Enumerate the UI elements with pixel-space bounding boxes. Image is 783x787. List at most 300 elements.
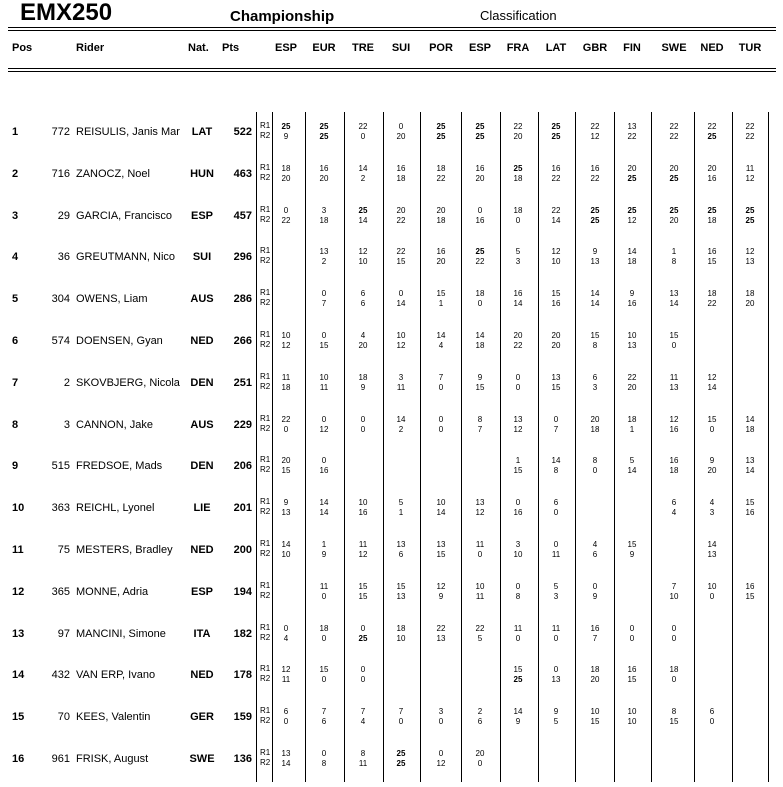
race-score: 12 bbox=[513, 424, 523, 434]
race-score: 12 bbox=[627, 215, 637, 225]
race-score: 11 bbox=[745, 163, 755, 173]
race1-label: R1 bbox=[260, 413, 271, 423]
column-divider bbox=[768, 112, 769, 782]
race-score: 15 bbox=[551, 289, 561, 299]
rider-number: 363 bbox=[51, 502, 70, 515]
race1-label: R1 bbox=[260, 539, 271, 548]
race-score: 20 bbox=[319, 173, 329, 183]
column-divider bbox=[694, 112, 695, 782]
race-score: 9 bbox=[592, 247, 598, 257]
rider-number: 2 bbox=[63, 376, 70, 389]
race-score: 13 bbox=[669, 382, 679, 392]
race-score: 5 bbox=[477, 633, 483, 643]
race-score: 0 bbox=[477, 299, 483, 309]
race-score: 18 bbox=[436, 215, 446, 225]
race-score: 7 bbox=[321, 299, 327, 309]
race-score: 15 bbox=[436, 289, 446, 299]
race-score: 0 bbox=[553, 665, 559, 675]
race-score: 14 bbox=[590, 289, 600, 299]
race-score: 20 bbox=[669, 215, 679, 225]
race-score: 25 bbox=[513, 675, 523, 685]
position: 5 bbox=[12, 293, 19, 306]
table-row bbox=[0, 655, 783, 697]
race-score: 14 bbox=[590, 299, 600, 309]
race-score: 25 bbox=[627, 205, 637, 215]
race-score: 0 bbox=[438, 749, 444, 758]
race-score: 20 bbox=[590, 414, 600, 424]
race-score: 14 bbox=[551, 215, 561, 225]
race-score: 2 bbox=[360, 173, 366, 183]
race-score: 25 bbox=[436, 122, 446, 131]
race-score: 3 bbox=[515, 540, 521, 549]
race-score: 16 bbox=[745, 508, 755, 518]
race-score: 15 bbox=[627, 540, 637, 549]
points-total: 522 bbox=[233, 126, 252, 138]
race2-label: R2 bbox=[260, 632, 271, 642]
race-score: 16 bbox=[669, 456, 679, 466]
race2-label: R2 bbox=[260, 298, 271, 308]
race-score: 11 bbox=[358, 759, 368, 768]
race-score: 14 bbox=[319, 508, 329, 518]
race-score: 0 bbox=[515, 633, 521, 643]
race-score: 8 bbox=[477, 414, 483, 424]
race-score: 16 bbox=[436, 247, 446, 257]
col-pts: Pts bbox=[222, 42, 240, 54]
race-score: 10 bbox=[475, 581, 485, 591]
race-score: 22 bbox=[281, 414, 291, 424]
race2-label: R2 bbox=[260, 256, 271, 266]
race-score: 20 bbox=[745, 299, 755, 309]
race2-label: R2 bbox=[260, 214, 271, 224]
race-score: 2 bbox=[321, 257, 327, 267]
race-score: 0 bbox=[283, 623, 289, 633]
race-score: 13 bbox=[707, 550, 717, 559]
race-score: 16 bbox=[319, 163, 329, 173]
race-score: 14 bbox=[436, 508, 446, 518]
race-score: 16 bbox=[319, 466, 329, 476]
race-score: 12 bbox=[745, 247, 755, 257]
table-row bbox=[0, 363, 783, 405]
race-score: 4 bbox=[592, 540, 598, 549]
race-score: 0 bbox=[629, 623, 635, 633]
race1-label: R1 bbox=[260, 706, 271, 716]
nationality: ESP bbox=[190, 585, 213, 598]
race-score: 6 bbox=[283, 707, 289, 717]
race-score: 16 bbox=[627, 665, 637, 675]
rider-name: FREDSOE, Mads bbox=[76, 460, 163, 473]
race-score: 13 bbox=[436, 540, 446, 549]
race-score: 16 bbox=[590, 623, 600, 633]
col-event-esp: ESP bbox=[468, 42, 491, 54]
race2-label: R2 bbox=[260, 340, 271, 349]
race-score: 13 bbox=[551, 675, 561, 685]
nationality: AUS bbox=[190, 418, 214, 431]
points-total: 457 bbox=[233, 209, 252, 222]
race-score: 15 bbox=[551, 382, 561, 392]
race-score: 0 bbox=[671, 623, 677, 633]
rider-number: 70 bbox=[57, 711, 70, 724]
nationality: NED bbox=[190, 335, 214, 347]
race-score: 0 bbox=[321, 414, 327, 424]
race-score: 11 bbox=[281, 372, 291, 382]
race-score: 10 bbox=[436, 498, 446, 508]
points-total: 266 bbox=[233, 335, 252, 347]
race-score: 12 bbox=[707, 372, 717, 382]
race-score: 13 bbox=[551, 372, 561, 382]
race-score: 9 bbox=[629, 550, 635, 559]
race-score: 22 bbox=[551, 173, 561, 183]
race-score: 12 bbox=[281, 341, 291, 350]
table-row bbox=[0, 572, 783, 614]
nationality: NED bbox=[190, 544, 214, 556]
race1-label: R1 bbox=[260, 664, 271, 674]
race-score: 14 bbox=[551, 456, 561, 466]
position: 2 bbox=[12, 167, 19, 180]
race-score: 0 bbox=[360, 132, 366, 141]
race-score: 2 bbox=[398, 424, 404, 434]
race-score: 18 bbox=[281, 382, 291, 392]
race-score: 22 bbox=[513, 122, 523, 131]
race-score: 8 bbox=[592, 456, 598, 466]
race-score: 22 bbox=[707, 122, 717, 131]
race-score: 4 bbox=[283, 633, 289, 643]
position: 15 bbox=[12, 711, 25, 724]
race2-label: R2 bbox=[260, 172, 271, 182]
race-score: 18 bbox=[513, 205, 523, 215]
rider-name: FRISK, August bbox=[76, 753, 149, 765]
col-event-tur: TUR bbox=[738, 42, 762, 54]
race-score: 4 bbox=[438, 341, 444, 350]
position: 10 bbox=[12, 502, 25, 515]
race-score: 0 bbox=[671, 341, 677, 350]
race-score: 18 bbox=[745, 289, 755, 299]
col-event-lat: LAT bbox=[545, 42, 567, 54]
table-row bbox=[0, 530, 783, 572]
race-score: 10 bbox=[281, 331, 291, 340]
race-score: 10 bbox=[396, 331, 406, 340]
column-divider bbox=[614, 112, 615, 782]
position: 11 bbox=[12, 544, 24, 556]
col-event-fra: FRA bbox=[506, 42, 530, 54]
race-score: 9 bbox=[553, 707, 559, 717]
race-score: 0 bbox=[515, 581, 521, 591]
race-score: 14 bbox=[745, 466, 755, 476]
race-score: 18 bbox=[590, 665, 600, 675]
race-score: 12 bbox=[551, 247, 561, 257]
race-score: 1 bbox=[398, 508, 404, 518]
race1-label: R1 bbox=[260, 288, 271, 298]
race-score: 13 bbox=[396, 591, 406, 601]
race-score: 18 bbox=[396, 623, 406, 633]
race-score: 25 bbox=[396, 759, 406, 768]
race-score: 13 bbox=[475, 498, 485, 508]
race-score: 6 bbox=[360, 299, 366, 309]
race-score: 11 bbox=[551, 623, 561, 633]
race-score: 16 bbox=[707, 247, 717, 257]
race-score: 18 bbox=[745, 424, 755, 434]
race-score: 9 bbox=[360, 382, 366, 392]
rider-number: 772 bbox=[51, 126, 70, 138]
race1-label: R1 bbox=[260, 497, 271, 507]
race-score: 14 bbox=[436, 331, 446, 340]
race-score: 0 bbox=[438, 424, 444, 434]
race-score: 0 bbox=[553, 414, 559, 424]
race-score: 0 bbox=[360, 623, 366, 633]
page-title: EMX250 bbox=[20, 0, 113, 26]
race-score: 0 bbox=[553, 540, 559, 549]
race-score: 0 bbox=[321, 289, 327, 299]
race-score: 6 bbox=[321, 717, 327, 727]
race-score: 14 bbox=[358, 163, 368, 173]
race-score: 13 bbox=[627, 122, 637, 131]
race-score: 0 bbox=[438, 382, 444, 392]
race-score: 1 bbox=[321, 540, 327, 549]
table-row bbox=[0, 697, 783, 739]
race1-label: R1 bbox=[260, 580, 271, 590]
rider-name: REISULIS, Janis Mar bbox=[76, 126, 180, 138]
race-score: 18 bbox=[436, 163, 446, 173]
race-score: 25 bbox=[358, 205, 368, 215]
race-score: 1 bbox=[438, 299, 444, 309]
race-score: 15 bbox=[745, 498, 755, 508]
column-divider bbox=[538, 112, 539, 782]
rider-name: SKOVBJERG, Nicola bbox=[76, 376, 180, 389]
race-score: 16 bbox=[475, 215, 485, 225]
position: 4 bbox=[12, 251, 19, 264]
race-score: 3 bbox=[553, 591, 559, 601]
race-score: 6 bbox=[592, 372, 598, 382]
race-score: 11 bbox=[513, 623, 523, 633]
race-score: 15 bbox=[745, 591, 755, 601]
race-score: 25 bbox=[590, 215, 600, 225]
race-score: 8 bbox=[360, 749, 366, 758]
points-total: 229 bbox=[233, 418, 252, 431]
race-score: 10 bbox=[707, 581, 717, 591]
table-row bbox=[0, 196, 783, 238]
race-score: 14 bbox=[745, 414, 755, 424]
race-score: 12 bbox=[436, 759, 446, 768]
race-score: 10 bbox=[627, 707, 637, 717]
col-event-fin: FIN bbox=[623, 42, 641, 54]
points-total: 182 bbox=[233, 627, 252, 640]
points-total: 463 bbox=[233, 167, 252, 180]
race-score: 0 bbox=[321, 591, 327, 601]
race-score: 18 bbox=[707, 215, 717, 225]
race-score: 0 bbox=[321, 675, 327, 685]
race-score: 18 bbox=[513, 173, 523, 183]
race-score: 15 bbox=[513, 466, 523, 476]
race-score: 7 bbox=[398, 707, 404, 717]
race-score: 16 bbox=[551, 299, 561, 309]
column-divider bbox=[420, 112, 421, 782]
race-score: 12 bbox=[590, 132, 600, 141]
race-score: 0 bbox=[360, 675, 366, 685]
race-score: 0 bbox=[438, 414, 444, 424]
rider-number: 515 bbox=[51, 460, 70, 473]
race1-label: R1 bbox=[260, 246, 271, 256]
column-divider bbox=[344, 112, 345, 782]
rider-name: MESTERS, Bradley bbox=[76, 544, 173, 556]
race-score: 22 bbox=[396, 215, 406, 225]
race-score: 25 bbox=[475, 132, 485, 141]
race-score: 25 bbox=[627, 173, 637, 183]
race-score: 25 bbox=[669, 205, 679, 215]
points-total: 296 bbox=[233, 251, 252, 264]
col-event-swe: SWE bbox=[661, 42, 687, 54]
race1-label: R1 bbox=[260, 622, 271, 632]
race-score: 20 bbox=[551, 341, 561, 350]
table-row bbox=[0, 446, 783, 488]
race-score: 15 bbox=[513, 665, 523, 675]
race-score: 20 bbox=[707, 163, 717, 173]
race-score: 25 bbox=[551, 122, 561, 131]
race-score: 20 bbox=[707, 466, 717, 476]
nationality: AUS bbox=[190, 293, 214, 306]
race-score: 10 bbox=[627, 331, 637, 340]
race-score: 22 bbox=[551, 205, 561, 215]
race-score: 13 bbox=[513, 414, 523, 424]
race-score: 4 bbox=[360, 331, 366, 340]
race-score: 22 bbox=[745, 132, 755, 141]
position: 3 bbox=[12, 209, 19, 222]
race-score: 11 bbox=[551, 550, 561, 559]
race-score: 25 bbox=[669, 173, 679, 183]
race-score: 8 bbox=[592, 341, 598, 350]
race-score: 10 bbox=[627, 717, 637, 727]
race-score: 3 bbox=[398, 372, 404, 382]
race1-label: R1 bbox=[260, 162, 271, 172]
race-score: 25 bbox=[551, 132, 561, 141]
race-score: 13 bbox=[745, 257, 755, 267]
race-score: 12 bbox=[281, 665, 291, 675]
rider-number: 716 bbox=[51, 167, 70, 180]
race-score: 0 bbox=[709, 591, 715, 601]
race-score: 15 bbox=[707, 414, 717, 424]
race-score: 22 bbox=[669, 122, 679, 131]
race-score: 0 bbox=[592, 581, 598, 591]
race-score: 5 bbox=[398, 498, 404, 508]
col-event-tre: TRE bbox=[352, 42, 374, 54]
position: 1 bbox=[12, 126, 19, 138]
nationality: SUI bbox=[192, 251, 212, 264]
race-score: 12 bbox=[745, 173, 755, 183]
race-score: 9 bbox=[592, 591, 598, 601]
race-score: 11 bbox=[475, 591, 485, 601]
race-score: 7 bbox=[671, 581, 677, 591]
race-score: 9 bbox=[477, 372, 483, 382]
position: 14 bbox=[12, 669, 25, 682]
column-divider bbox=[272, 112, 273, 782]
race-score: 9 bbox=[321, 550, 327, 559]
race-score: 0 bbox=[321, 456, 327, 466]
race-score: 20 bbox=[396, 205, 406, 215]
race-score: 0 bbox=[553, 633, 559, 643]
race-score: 16 bbox=[358, 508, 368, 518]
race-score: 22 bbox=[590, 173, 600, 183]
race-score: 25 bbox=[281, 122, 291, 131]
race1-label: R1 bbox=[260, 748, 271, 757]
race-score: 20 bbox=[475, 749, 485, 758]
race2-label: R2 bbox=[260, 507, 271, 517]
nationality: DEN bbox=[190, 460, 214, 473]
race-score: 18 bbox=[590, 424, 600, 434]
race-score: 14 bbox=[707, 382, 717, 392]
race-score: 10 bbox=[396, 633, 406, 643]
race-score: 9 bbox=[283, 132, 289, 141]
race-score: 25 bbox=[319, 132, 329, 141]
race-score: 16 bbox=[475, 163, 485, 173]
race-score: 13 bbox=[590, 257, 600, 267]
column-divider bbox=[651, 112, 652, 782]
race-score: 25 bbox=[590, 205, 600, 215]
nationality: SWE bbox=[189, 753, 215, 765]
race-score: 22 bbox=[707, 299, 717, 309]
race-score: 14 bbox=[396, 299, 406, 309]
race-score: 9 bbox=[438, 591, 444, 601]
points-total: 286 bbox=[233, 293, 252, 306]
race-score: 18 bbox=[475, 341, 485, 350]
race-score: 16 bbox=[513, 289, 523, 299]
race-score: 16 bbox=[513, 508, 523, 518]
race-score: 14 bbox=[475, 331, 485, 340]
position: 8 bbox=[12, 418, 19, 431]
race-score: 20 bbox=[627, 163, 637, 173]
position: 7 bbox=[12, 376, 19, 389]
race-score: 14 bbox=[281, 759, 291, 768]
race-score: 18 bbox=[707, 289, 717, 299]
table-row bbox=[0, 279, 783, 321]
col-event-gbr: GBR bbox=[582, 42, 608, 54]
race-score: 25 bbox=[358, 633, 368, 643]
race-score: 22 bbox=[436, 173, 446, 183]
nationality: NED bbox=[190, 669, 214, 682]
race-score: 18 bbox=[281, 163, 291, 173]
rider-name: ZANOCZ, Noel bbox=[76, 167, 150, 180]
nationality: LAT bbox=[191, 126, 213, 138]
race-score: 16 bbox=[627, 299, 637, 309]
race-score: 10 bbox=[319, 372, 329, 382]
race-score: 12 bbox=[475, 508, 485, 518]
race-score: 25 bbox=[475, 122, 485, 131]
race-score: 8 bbox=[321, 759, 327, 768]
points-total: 194 bbox=[233, 585, 252, 598]
race-score: 11 bbox=[319, 581, 329, 591]
race-score: 5 bbox=[515, 247, 521, 257]
race-score: 1 bbox=[515, 456, 521, 466]
race1-label: R1 bbox=[260, 121, 271, 130]
race-score: 14 bbox=[513, 707, 523, 717]
race-score: 22 bbox=[475, 623, 485, 633]
table-row bbox=[0, 739, 783, 781]
race-score: 25 bbox=[396, 749, 406, 758]
rider-name: VAN ERP, Ivano bbox=[76, 669, 156, 682]
race-score: 15 bbox=[358, 581, 368, 591]
rider-name: GARCIA, Francisco bbox=[76, 209, 172, 222]
points-total: 178 bbox=[233, 669, 252, 682]
column-divider bbox=[732, 112, 733, 782]
race-score: 6 bbox=[398, 550, 404, 559]
race-score: 20 bbox=[475, 173, 485, 183]
col-event-esp: ESP bbox=[274, 42, 297, 54]
race-score: 0 bbox=[709, 424, 715, 434]
race-score: 18 bbox=[396, 173, 406, 183]
col-event-eur: EUR bbox=[312, 42, 336, 54]
race1-label: R1 bbox=[260, 455, 271, 465]
race-score: 11 bbox=[669, 372, 679, 382]
race-score: 16 bbox=[707, 173, 717, 183]
race-score: 1 bbox=[629, 424, 635, 434]
race-score: 3 bbox=[321, 205, 327, 215]
